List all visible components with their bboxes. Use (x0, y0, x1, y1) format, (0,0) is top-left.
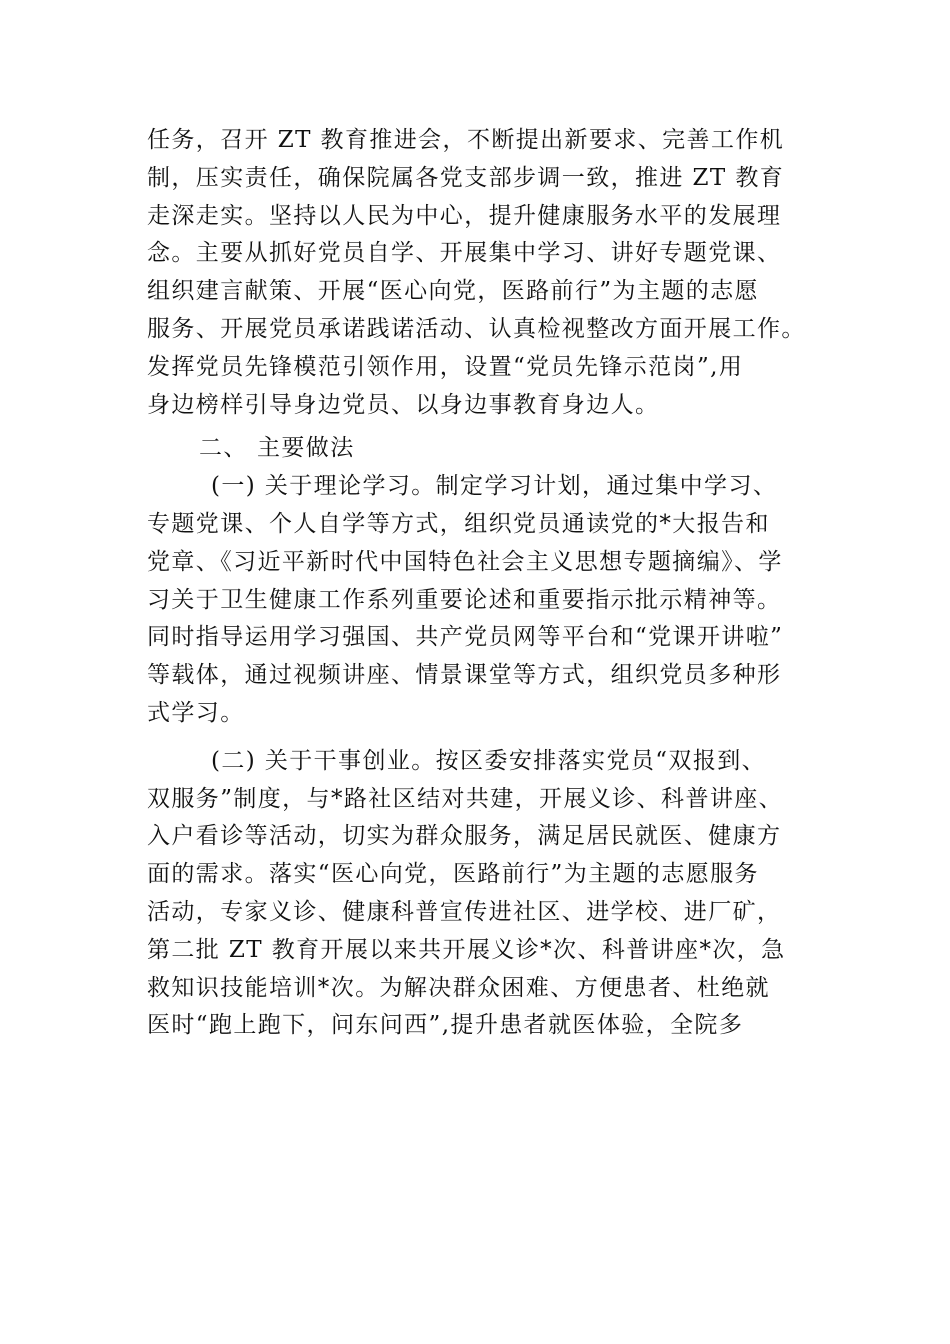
text-line: 专题党课、个人自学等方式，组织党员通读党的*大报告和 (147, 510, 770, 537)
text-line: 身边榜样引导身边党员、以身边事教育身边人。 (147, 391, 660, 418)
text-line: 医时“跑上跑下，问东问西”,提升患者就医体验，全院多 (147, 1012, 744, 1039)
text-line: 组织建言献策、开展“医心向党，医路前行”为主题的志愿 (147, 278, 759, 305)
text-line: 活动，专家义诊、健康科普宣传进社区、进学校、进厂矿， (147, 898, 782, 925)
text-line: 入户看诊等活动，切实为群众服务，满足居民就医、健康方 (147, 823, 782, 850)
paragraph-spacer (147, 733, 811, 743)
text-line: 党章、《习近平新时代中国特色社会主义思想专题摘编》、学 (147, 548, 783, 575)
text-line: 式学习。 (147, 699, 245, 726)
text-line: 服务、开展党员承诺践诺活动、认真检视整改方面开展工作。 (147, 315, 806, 342)
text-line: 发挥党员先锋模范引领作用，设置“党员先锋示范岗”,用 (147, 353, 744, 380)
text-line: 任务，召开 ZT 教育推进会，不断提出新要求、完善工作机 (147, 127, 785, 153)
text-line: 走深走实。坚持以人民为中心，提升健康服务水平的发展理 (147, 202, 782, 229)
text-line: 习关于卫生健康工作系列重要论述和重要指示批示精神等。 (147, 586, 782, 613)
section-number: 二、 (199, 435, 248, 462)
text-line: 制，压实责任，确保院属各党支部步调一致，推进 ZT 教育 (147, 164, 785, 191)
text-line: 第二批 ZT 教育开展以来共开展义诊*次、科普讲座*次，急 (147, 936, 786, 963)
paragraph-entrepreneurship (147, 743, 811, 1045)
text-line: 救知识技能培训*次。为解决群众困难、方便患者、杜绝就 (147, 974, 770, 1001)
section-heading (147, 430, 811, 468)
text-line: 同时指导运用学习强国、共产党员网等平台和“党课开讲啦” (147, 624, 784, 651)
text-line: 面的需求。落实“医心向党，医路前行”为主题的志愿服务 (147, 861, 759, 888)
paragraph-theory-study (147, 468, 811, 733)
text-line: 念。主要从抓好党员自学、开展集中学习、讲好专题党课、 (147, 240, 782, 267)
text-line: 双服务”制度，与*路社区结对共建，开展义诊、科普讲座、 (147, 785, 784, 812)
text-line: (一) 关于理论学习。制定学习计划，通过集中学习、 (211, 473, 778, 500)
intro-paragraph (147, 122, 811, 424)
text-line: 等载体，通过视频讲座、情景课堂等方式，组织党员多种形 (147, 662, 782, 689)
section-title: 主要做法 (257, 435, 355, 462)
text-line: (二) 关于干事创业。按区委安排落实党员“双报到、 (211, 747, 767, 774)
document-body (147, 122, 811, 1045)
